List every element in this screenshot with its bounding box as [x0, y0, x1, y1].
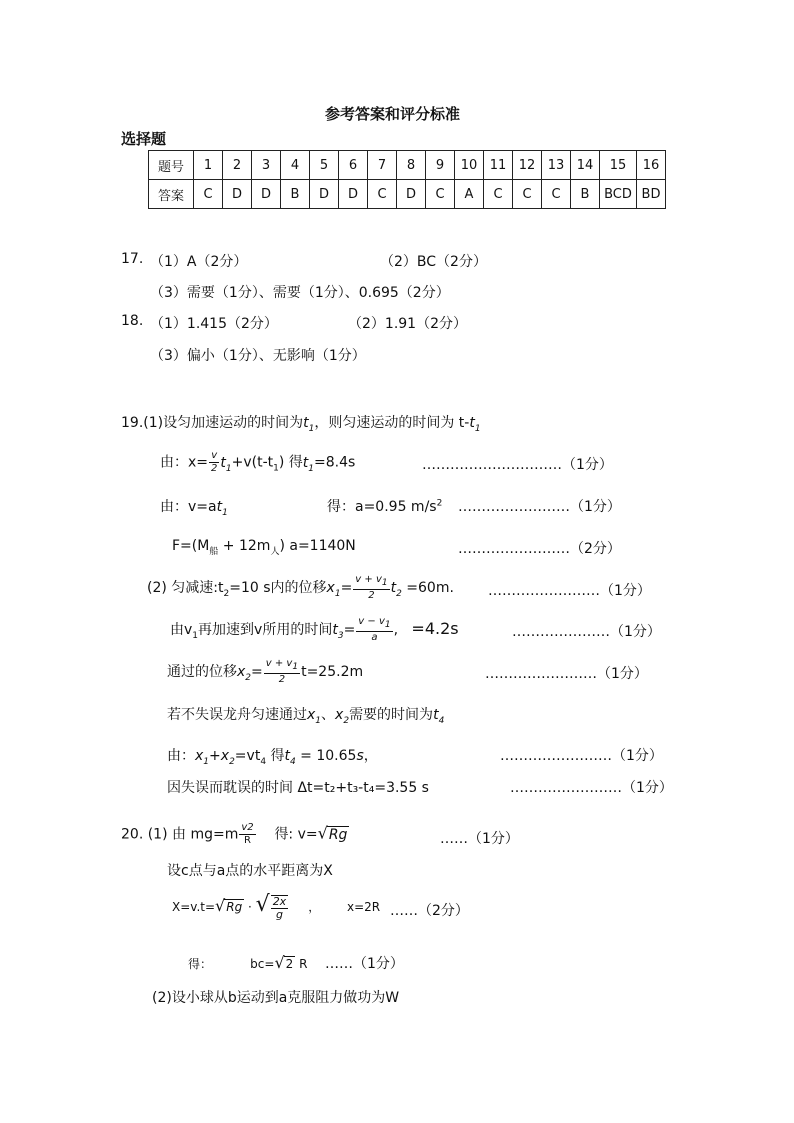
q19-l6-b: 再加速到v所用的时间	[198, 622, 333, 638]
q20-l1-a: 20. (1) 由 mg=m	[121, 826, 239, 843]
q19-l1-mid: ，则匀速运动的时间为 t-	[314, 415, 470, 431]
q19-l4-sub2: 人	[270, 546, 280, 557]
q19-line6: 由$v_1$再加速到v所用的时间$t_3=$ $\frac{v - v_1}{a}$ , =4.2s	[170, 616, 459, 643]
q19-score8: ……………………（1分）	[510, 780, 673, 796]
q19-l3-b: 得：a=0.95 m/s	[327, 499, 437, 515]
q19-score5: …………………（1分）	[512, 624, 661, 640]
q20-l4-a: 得：	[188, 957, 213, 971]
q19-l4-a: F=(M	[172, 538, 210, 554]
answer-table	[148, 150, 666, 209]
q19-l9-c: =vt	[234, 748, 261, 764]
cell-answer: C	[542, 180, 571, 209]
q20-l1-b: 得: v=	[274, 826, 318, 843]
sqrt-icon: √	[317, 823, 328, 843]
cell-number: 6	[339, 151, 368, 180]
sqrt-icon-3: √	[255, 892, 270, 917]
q20-l3-a: X=v.t=	[172, 900, 216, 914]
q19-l6-c: =4.2s	[411, 619, 459, 638]
q19-l8-a: 若不失误龙舟匀速通过	[167, 707, 307, 723]
q20-l4-c: R	[299, 957, 308, 971]
cell-answer: D	[339, 180, 368, 209]
cell-number: 14	[571, 151, 600, 180]
frac-v-over-2: $\frac{v}{2}$	[211, 450, 218, 474]
cell-number: 4	[281, 151, 310, 180]
cell-answer: C	[484, 180, 513, 209]
q19-l4-c: ) a=1140N	[279, 538, 356, 554]
cell-answer: B	[571, 180, 600, 209]
cell-number: 15	[600, 151, 637, 180]
page-title: 参考答案和评分标准	[325, 105, 461, 123]
cell-answer: A	[455, 180, 484, 209]
section-choice: 选择题	[121, 130, 167, 148]
cell-answer: C	[513, 180, 542, 209]
cell-number: 3	[252, 151, 281, 180]
q19-l8-c: 需要的时间为	[349, 707, 434, 723]
cell-number: 11	[484, 151, 513, 180]
q19-score2: ……………………（1分）	[458, 499, 621, 515]
cell-answer: D	[252, 180, 281, 209]
q18-number: 18.	[121, 313, 144, 329]
q18-part3: （3）偏小（1分）、无影响（1分）	[150, 348, 366, 364]
q19-l6-a: 由v	[170, 622, 193, 638]
q19-l1-pre: 19.(1)设匀加速运动的时间为	[121, 415, 304, 431]
q19-l9-e: = 10.65	[295, 748, 357, 764]
q19-score7: ……………………（1分）	[500, 748, 663, 764]
cell-answer: BCD	[600, 180, 637, 209]
cell-number: 16	[637, 151, 666, 180]
q19-l8-b: 、	[321, 707, 336, 723]
cell-number: 1	[194, 151, 223, 180]
q20-line2: 设c点与a点的水平距离为X	[167, 863, 333, 879]
q20-score3: ……（1分）	[325, 956, 404, 972]
frac-v2-over-R: $\frac{v2}{R}$	[241, 822, 254, 846]
q19-l2-b: +v(t-t	[231, 454, 274, 471]
cell-answer: D	[223, 180, 252, 209]
cell-number: 12	[513, 151, 542, 180]
q17-part3: （3）需要（1分）、需要（1分）、0.695（2分）	[150, 285, 450, 301]
cell-answer: B	[281, 180, 310, 209]
q18-part1: （1）1.415（2分）	[150, 316, 278, 332]
cell-number: 9	[426, 151, 455, 180]
q19-line7: 通过的位移$x_2=$ $\frac{v + v_1}{2}$ t=25.2m	[167, 658, 364, 685]
cell-answer: D	[310, 180, 339, 209]
cell-answer: C	[194, 180, 223, 209]
q19-line3-result: 得：a=0.95 $m/s^2$	[327, 498, 443, 515]
q19-l9-b: +	[209, 748, 221, 764]
q19-l3-a: 由：v=a	[160, 499, 217, 515]
q19-line4	[172, 538, 356, 557]
frac-v-plus-v1-over-2-b: $\frac{v + v_1}{2}$	[265, 658, 299, 685]
frac-v-plus-v1-over-2: $\frac{v + v_1}{2}$	[355, 574, 388, 601]
cell-number: 8	[397, 151, 426, 180]
q19-score4: ……………………（1分）	[488, 583, 651, 599]
frac-2x-over-g: $\frac{2x}{g}$	[272, 894, 287, 921]
cell-answer: C	[368, 180, 397, 209]
q17-part2: （2）BC（2分）	[380, 254, 487, 270]
q19-l5-c: =60m.	[401, 580, 454, 596]
q19-score3: ……………………（2分）	[458, 541, 621, 557]
cell-number: 7	[368, 151, 397, 180]
q17-part1: （1）A（2分）	[150, 254, 248, 270]
q19-score6: ……………………（1分）	[485, 666, 648, 682]
sqrt-icon-4: √	[274, 953, 285, 972]
q19-l5-a: (2) 匀减速:t	[147, 580, 224, 596]
q17-number: 17.	[121, 251, 144, 267]
q19-l9-d: 得	[266, 748, 285, 764]
q19-l4-b: + 12m	[218, 538, 271, 554]
q20-line4: 得： bc=√2 R	[188, 953, 308, 972]
q19-l7-b: t=25.2m	[301, 664, 364, 680]
q19-l9-a: 由：	[167, 748, 195, 764]
q19-line5: (2) 匀减速$:t_2=10$ s内的位移$x_1=$ $\frac{v + v_1}{2}$ $t_2 =60m$.	[147, 574, 454, 601]
table-row-answers	[149, 180, 666, 209]
q19-line10: 因失误而耽误的时间 Δt=t₂+t₃-t₄=3.55 s	[167, 780, 429, 796]
cell-number: 5	[310, 151, 339, 180]
q20-l3-c: x=2R	[347, 900, 381, 914]
cell-number: 2	[223, 151, 252, 180]
q18-part2: （2）1.91（2分）	[348, 316, 467, 332]
q19-line8: 若不失误龙舟匀速通过$x_1$、$x_2$需要的时间为$t_4$	[167, 707, 445, 726]
var-t1: $t_1$	[303, 415, 315, 434]
q19-l2-c: ) 得	[278, 454, 303, 471]
cell-answer: BD	[637, 180, 666, 209]
var-t1-b: $t_1$	[469, 415, 481, 434]
answer-label: 答案	[149, 180, 194, 209]
q19-l5-b: =10 s内的位移	[229, 580, 327, 596]
q19-line2: 由：x= $\frac{v}{2}$ $t_1+v(t-t_1)$ 得$t_1=8.4s$	[160, 450, 356, 474]
q19-l9-f: ，	[363, 748, 378, 764]
q19-score1: …………………………（1分）	[422, 457, 613, 473]
q19-line1	[121, 412, 481, 434]
q20-l3-b: ，	[308, 900, 321, 914]
cell-answer: D	[397, 180, 426, 209]
q20-l4-b: bc=	[250, 957, 275, 971]
q19-l4-sub1: 船	[209, 546, 219, 557]
cell-answer: C	[426, 180, 455, 209]
sqrt-icon-2: √	[215, 896, 226, 915]
q19-line9: 由：$x_1+x_2=vt_4$ 得$t_4 = 10.65s$，	[167, 748, 378, 767]
cell-number: 10	[455, 151, 484, 180]
q20-line5: (2)设小球从b运动到a克服阻力做功为W	[152, 990, 400, 1006]
q20-line1: 20. (1) 由 mg=m $\frac{v2}{R}$ 得: v=√Rg	[121, 822, 348, 846]
q20-score2: ……（2分）	[390, 903, 469, 919]
q20-line3: X=v.t=√Rg · √ $\frac{2x}{g}$ ， x=2R	[172, 892, 381, 921]
header-label: 题号	[149, 151, 194, 180]
q19-line3: 由：$v=at_1$	[160, 499, 228, 518]
q20-score1: ……（1分）	[440, 831, 519, 847]
cell-number: 13	[542, 151, 571, 180]
q19-l2-a: 由：x=	[160, 454, 209, 471]
q19-l7-a: 通过的位移	[167, 664, 237, 680]
table-row-numbers	[149, 151, 666, 180]
q19-l2-d: =8.4s	[314, 454, 356, 471]
frac-v-minus-v1-over-a: $\frac{v - v_1}{a}$	[358, 616, 391, 643]
